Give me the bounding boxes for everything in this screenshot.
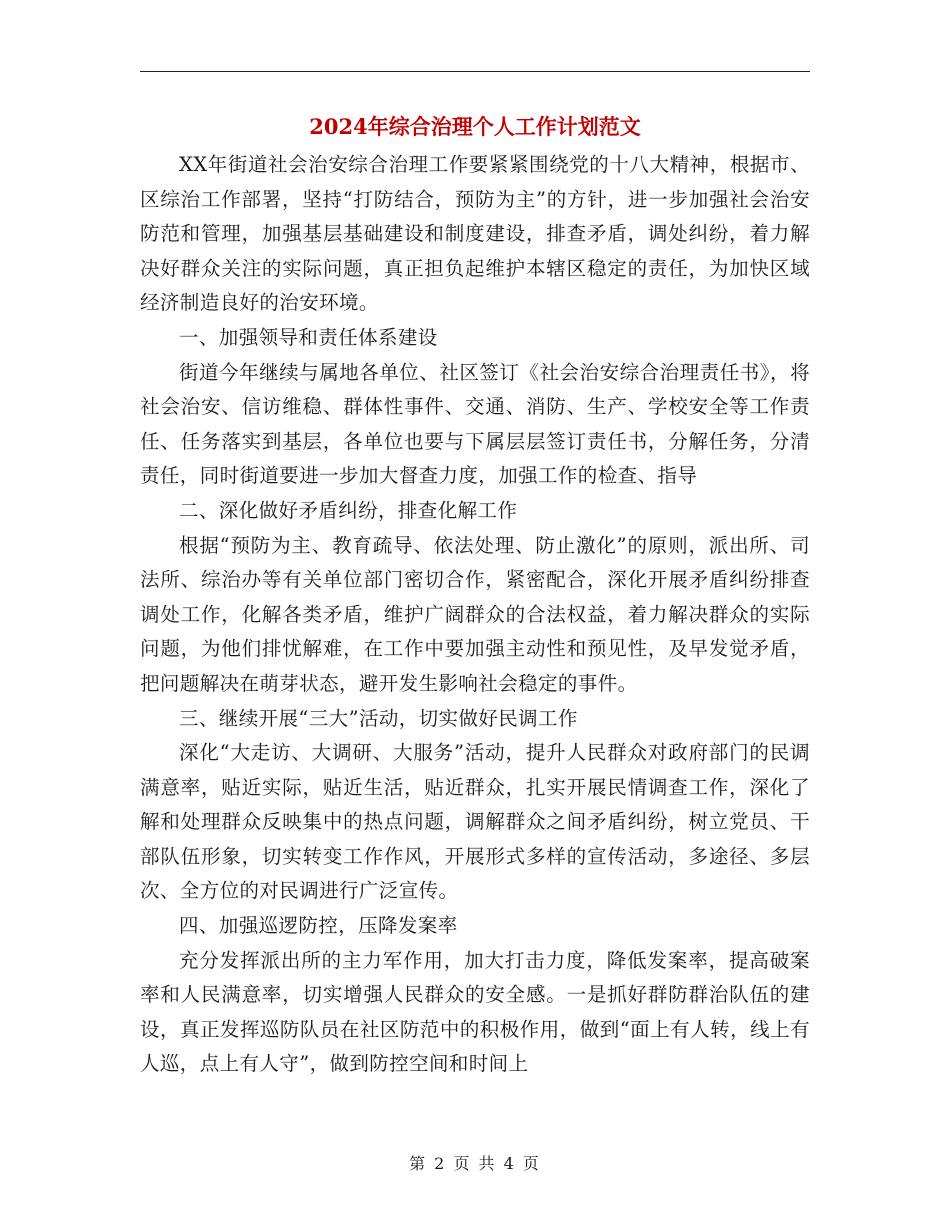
section-paragraph-2: 根据“预防为主、教育疏导、依法处理、防止激化”的原则，派出所、司法所、综治办等有关单位部门密切合作，紧密配合，深化开展矛盾纠纷排查调处工作，化解各类矛盾，维护广阔群众的合法权益，着力解决群众的实际问题，为他们排忧解难，在工作中要加强主动性和预见性，及早发觉矛盾，把问题解决在萌芽状态，避开发生影响社会稳定的事件。 bbox=[140, 533, 810, 695]
page-number: 第 2 页 共 4 页 bbox=[409, 1154, 541, 1173]
header-rule bbox=[140, 71, 810, 72]
section-paragraph-3: 深化“大走访、大调研、大服务”活动，提升人民群众对政府部门的民调满意率，贴近实际，贴近生活，贴近群众，扎实开展民情调查工作，深化了解和处理群众反映集中的热点问题，调解群众之间矛盾纠纷，树立党员、干部队伍形象，切实转变工作作风，开展形式多样的宣传活动，多途径、多层次、全方位的对民调进行广泛宣传。 bbox=[140, 741, 810, 903]
section-paragraph-1: 街道今年继续与属地各单位、社区签订《社会治安综合治理责任书》，将社会治安、信访维稳、群体性事件、交通、消防、生产、学校安全等工作责任、任务落实到基层，各单位也要与下属层层签订责任书，分解任务，分清责任，同时街道要进一步加大督查力度，加强工作的检查、指导 bbox=[140, 360, 810, 488]
document-body bbox=[140, 148, 810, 1082]
intro-paragraph: XX年街道社会治安综合治理工作要紧紧围绕党的十八大精神，根据市、区综治工作部署，坚持“打防结合，预防为主”的方针，进一步加强社会治安防范和管理，加强基层基础建设和制度建设，排查矛盾，调处纠纷，着力解决好群众关注的实际问题，真正担负起维护本辖区稳定的责任，为加快区域经济制造良好的治安环境。 bbox=[140, 153, 810, 315]
section-paragraph-4: 充分发挥派出所的主力军作用，加大打击力度，降低发案率，提高破案率和人民满意率，切实增强人民群众的安全感。一是抓好群防群治队伍的建设，真正发挥巡防队员在社区防范中的积极作用，做到“面上有人转，线上有人巡，点上有人守”，做到防控空间和时间上 bbox=[140, 948, 810, 1076]
section-heading-2: 二、深化做好矛盾纠纷，排查化解工作 bbox=[179, 498, 518, 522]
section-heading-4: 四、加强巡逻防控，压降发案率 bbox=[179, 914, 458, 938]
document-title: 2024年综合治理个人工作计划范文 bbox=[309, 114, 641, 139]
section-heading-3: 三、继续开展“三大”活动，切实做好民调工作 bbox=[179, 706, 578, 730]
section-heading-1: 一、加强领导和责任体系建设 bbox=[179, 325, 438, 349]
